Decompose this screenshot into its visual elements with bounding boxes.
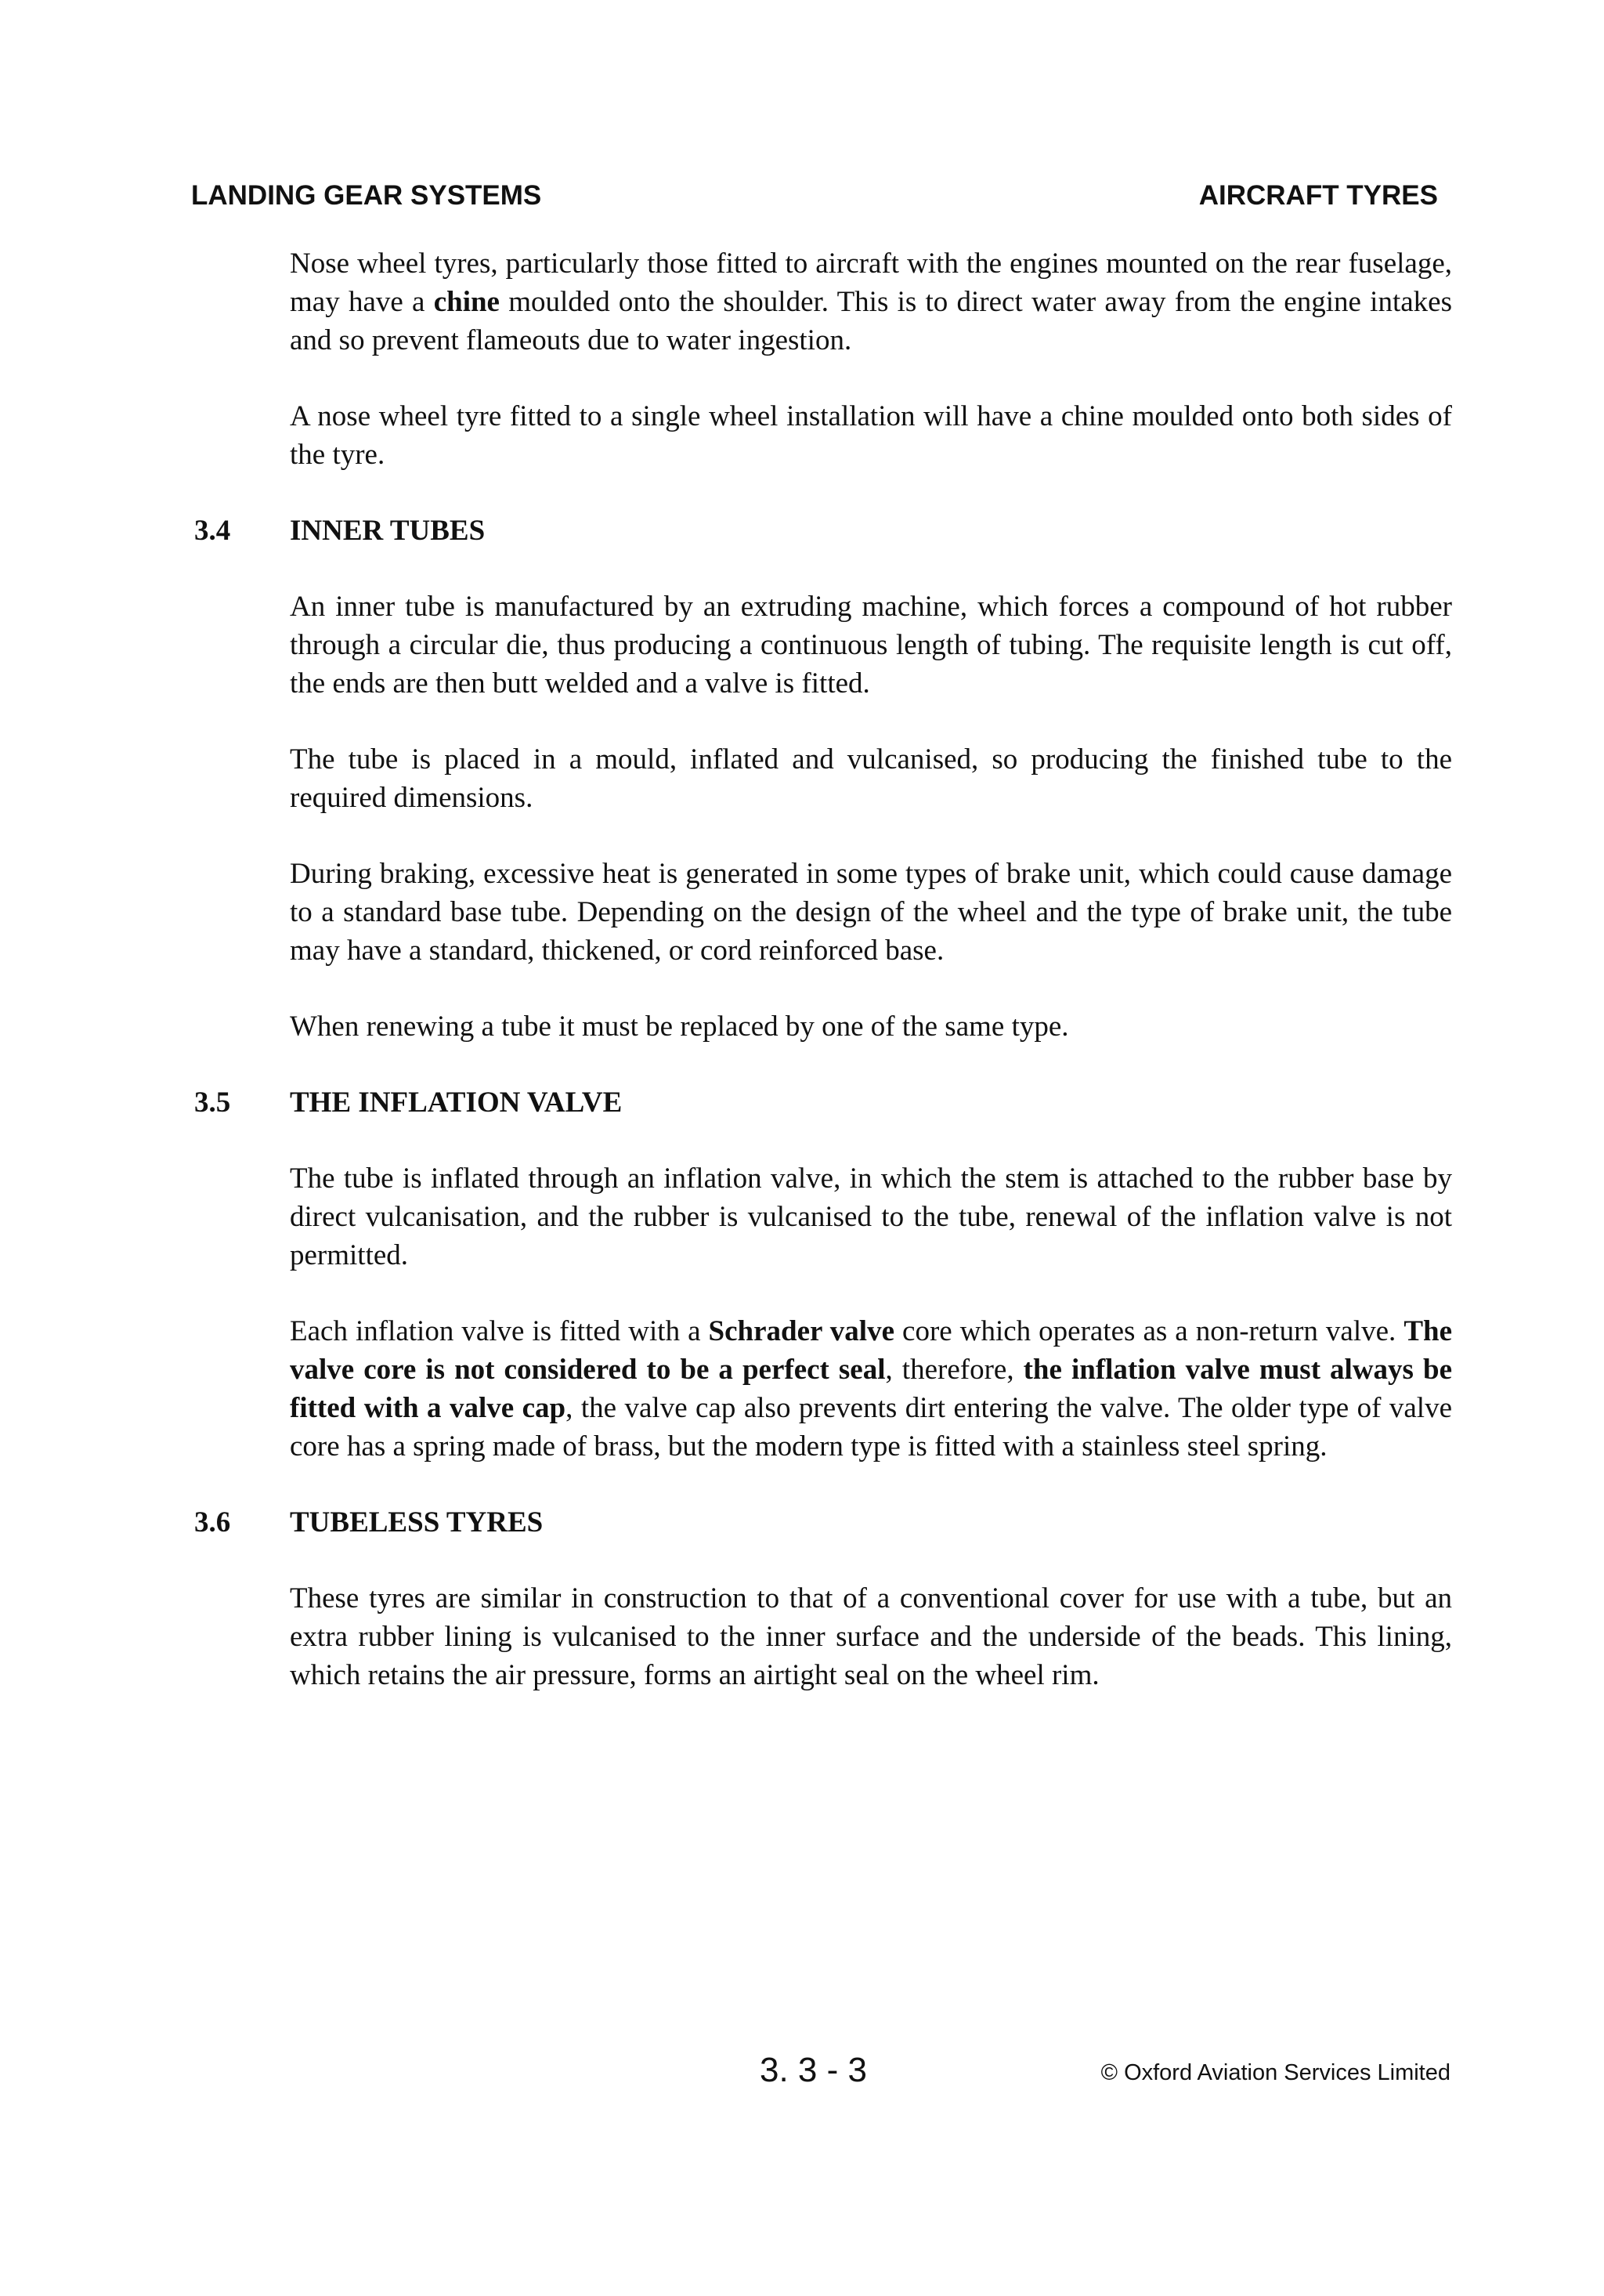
- section-3-6-paragraph-1: These tyres are similar in construction to that of a conventional cover for use with a tube, but an extra rubber lining is vulcanised to the inner surface and the underside of the beads. This lining, which retains the air pressure, forms an airtight seal on the wheel rim.: [290, 1582, 1452, 1691]
- section-3-4-paragraph-3: During braking, excessive heat is generated in some types of brake unit, which could cause damage to a standard base tube. Depending on the design of the wheel and the type of brake unit, the tube may have a standard, thickened, or cord reinforced base.: [290, 858, 1452, 967]
- section-3-4-paragraph-2: The tube is placed in a mould, inflated and vulcanised, so producing the finished tube to the required dimensions.: [290, 743, 1452, 814]
- intro-paragraph-2: A nose wheel tyre fitted to a single wheel installation will have a chine moulded onto both sides of the tyre.: [290, 400, 1452, 471]
- section-title: THE INFLATION VALVE: [290, 1087, 623, 1119]
- copyright-notice: © Oxford Aviation Services Limited: [1100, 2060, 1450, 2085]
- bold-warning-valve-cap: the inflation valve must always be fitted with a valve cap: [290, 1354, 1452, 1424]
- header-chapter: LANDING GEAR SYSTEMS: [191, 180, 542, 211]
- section-3-5-paragraph-2: Each inflation valve is fitted with a Schrader valve core which operates as a non-return valve. The valve core is not considered to be a perfect seal, therefore, the inflation valve must always be fitted with a valve cap, the valve cap also prevents dirt entering the valve. The older type of valve core has a spring made of brass, but the modern type is fitted with a stainless steel spring.: [290, 1315, 1452, 1463]
- bold-term-schrader-valve: Schrader valve: [708, 1315, 895, 1347]
- section-title: INNER TUBES: [290, 515, 486, 547]
- section-3-5-paragraph-1: The tube is inflated through an inflation valve, in which the stem is attached to the rubber base by direct vulcanisation, and the rubber is vulcanised to the tube, renewal of the inflation valve is not permitted.: [290, 1162, 1452, 1271]
- section-heading-3-6: [194, 1503, 1452, 1542]
- header-topic: AIRCRAFT TYRES: [1198, 180, 1438, 211]
- section-number: 3.6: [194, 1506, 231, 1539]
- intro-paragraph-1: Nose wheel tyres, particularly those fitted to aircraft with the engines mounted on the rear fuselage, may have a chine moulded onto the shoulder. This is to direct water away from the engine intakes and so prevent flameouts due to water ingestion.: [290, 248, 1452, 356]
- bold-warning-valve-core: The valve core is not considered to be a perfect seal: [290, 1315, 1452, 1386]
- section-heading-3-5: [194, 1083, 1452, 1122]
- section-heading-3-4: [194, 512, 1452, 550]
- bold-term-chine: chine: [433, 286, 500, 318]
- section-number: 3.4: [194, 515, 231, 547]
- page-header: [191, 180, 1438, 215]
- section-3-4-paragraph-4: When renewing a tube it must be replaced by one of the same type.: [290, 1011, 1069, 1043]
- section-title: TUBELESS TYRES: [290, 1506, 544, 1539]
- page-number: 3. 3 - 3: [760, 2051, 867, 2089]
- page-body: [194, 244, 1452, 1732]
- section-number: 3.5: [194, 1087, 231, 1119]
- section-3-4-paragraph-1: An inner tube is manufactured by an extruding machine, which forces a compound of hot rubber through a circular die, thus producing a continuous length of tubing. The requisite length is cut off, the ends are then butt welded and a valve is fitted.: [290, 591, 1452, 700]
